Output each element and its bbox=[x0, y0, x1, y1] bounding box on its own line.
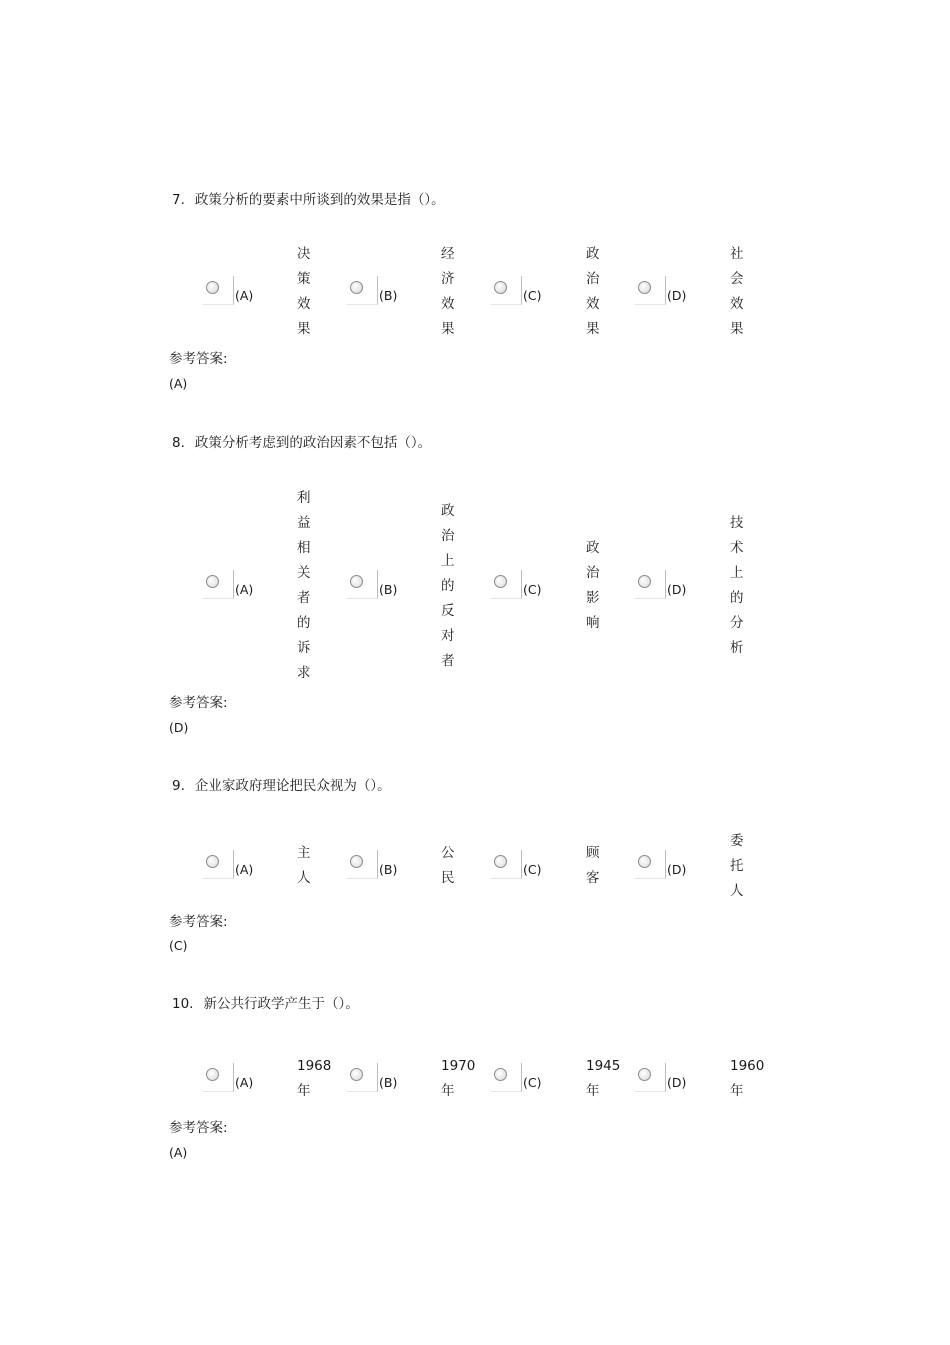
option-c-text bbox=[586, 242, 626, 342]
option-a-letter: (A) bbox=[235, 582, 254, 597]
option-text-line: 效 bbox=[297, 296, 311, 312]
option-text-line: 年 bbox=[297, 1083, 311, 1099]
option-text-line: 1945 bbox=[586, 1058, 621, 1074]
option-c-letter: (C) bbox=[523, 288, 542, 303]
option-c-letter: (C) bbox=[523, 1075, 542, 1090]
option-text-line: 益 bbox=[297, 515, 311, 531]
option-c-text bbox=[586, 536, 626, 636]
radio-circle-icon bbox=[350, 855, 363, 868]
option-text-line: 托 bbox=[730, 857, 744, 874]
option-text-line: 果 bbox=[586, 321, 600, 337]
option-text-line: 主 bbox=[297, 845, 311, 861]
question-number: 8. bbox=[172, 435, 185, 451]
question-number: 7. bbox=[172, 192, 185, 208]
option-text-line: 治 bbox=[441, 527, 455, 544]
option-text-line: 政 bbox=[441, 502, 455, 519]
option-b-text bbox=[441, 242, 481, 342]
option-d-letter: (D) bbox=[667, 1075, 687, 1090]
option-text-line: 反 bbox=[441, 602, 455, 619]
option-a-radio[interactable] bbox=[203, 1063, 233, 1091]
option-text-line: 相 bbox=[297, 540, 311, 556]
radio-circle-icon bbox=[638, 855, 651, 868]
answer-label: 参考答案: bbox=[169, 914, 228, 930]
answer-value: (A) bbox=[169, 1145, 188, 1160]
option-text-line: 上 bbox=[441, 552, 455, 569]
option-b-radio[interactable] bbox=[347, 850, 377, 878]
option-d-text bbox=[730, 1054, 770, 1104]
option-c-radio[interactable] bbox=[491, 276, 521, 304]
option-text-line: 影 bbox=[586, 590, 600, 606]
question-title bbox=[172, 774, 391, 794]
option-text-line: 民 bbox=[441, 870, 455, 886]
option-b-radio[interactable] bbox=[347, 1063, 377, 1091]
radio-circle-icon bbox=[206, 281, 219, 294]
option-b-letter: (B) bbox=[379, 862, 398, 877]
option-text-line: 客 bbox=[586, 870, 600, 886]
option-a-letter: (A) bbox=[235, 1075, 254, 1090]
question-text: 政策分析考虑到的政治因素不包括（）。 bbox=[194, 435, 432, 451]
option-a-radio[interactable] bbox=[203, 850, 233, 878]
option-text-line: 关 bbox=[297, 565, 311, 581]
option-text-line: 策 bbox=[297, 271, 311, 287]
option-a-letter: (A) bbox=[235, 288, 254, 303]
question-text: 企业家政府理论把民众视为（）。 bbox=[194, 778, 391, 794]
option-text-line: 政 bbox=[586, 540, 600, 556]
option-d-letter: (D) bbox=[667, 288, 687, 303]
question-title bbox=[172, 992, 359, 1012]
option-b-letter: (B) bbox=[379, 288, 398, 303]
radio-circle-icon bbox=[206, 575, 219, 588]
option-text-line: 济 bbox=[441, 271, 455, 287]
option-text-line: 经 bbox=[441, 246, 455, 262]
radio-circle-icon bbox=[638, 575, 651, 588]
question-text: 新公共行政学产生于（）。 bbox=[203, 996, 359, 1012]
option-b-text bbox=[441, 1054, 481, 1104]
option-text-line: 上 bbox=[730, 565, 744, 581]
option-text-line: 治 bbox=[586, 271, 600, 287]
option-c-radio[interactable] bbox=[491, 570, 521, 598]
option-c-letter: (C) bbox=[523, 862, 542, 877]
option-text-line: 人 bbox=[297, 870, 311, 886]
option-text-line: 社 bbox=[730, 246, 744, 262]
option-text-line: 果 bbox=[730, 321, 744, 337]
radio-circle-icon bbox=[350, 575, 363, 588]
question-text: 政策分析的要素中所谈到的效果是指（）。 bbox=[194, 192, 445, 208]
option-text-line: 者 bbox=[297, 590, 311, 606]
option-text-line: 利 bbox=[297, 490, 311, 506]
option-b-radio[interactable] bbox=[347, 276, 377, 304]
option-b-letter: (B) bbox=[379, 1075, 398, 1090]
radio-circle-icon bbox=[638, 1068, 651, 1081]
option-a-radio[interactable] bbox=[203, 276, 233, 304]
option-c-radio[interactable] bbox=[491, 1063, 521, 1091]
option-d-radio[interactable] bbox=[635, 276, 665, 304]
option-text-line: 求 bbox=[297, 665, 311, 681]
option-text-line: 效 bbox=[586, 296, 600, 312]
option-d-letter: (D) bbox=[667, 582, 687, 597]
option-text-line: 年 bbox=[586, 1083, 600, 1099]
option-text-line: 诉 bbox=[297, 640, 311, 656]
option-text-line: 顾 bbox=[586, 845, 600, 861]
option-d-radio[interactable] bbox=[635, 850, 665, 878]
radio-circle-icon bbox=[350, 281, 363, 294]
option-a-text bbox=[297, 1054, 337, 1104]
option-text-line: 效 bbox=[441, 296, 455, 312]
question-number: 9. bbox=[172, 778, 185, 794]
radio-circle-icon bbox=[494, 281, 507, 294]
option-text-line: 年 bbox=[441, 1083, 455, 1099]
option-text-line: 年 bbox=[730, 1083, 744, 1099]
option-b-radio[interactable] bbox=[347, 570, 377, 598]
option-a-letter: (A) bbox=[235, 862, 254, 877]
option-d-radio[interactable] bbox=[635, 570, 665, 598]
option-text-line: 效 bbox=[730, 296, 744, 312]
option-text-line: 分 bbox=[730, 615, 744, 631]
radio-circle-icon bbox=[206, 855, 219, 868]
answer-value: (D) bbox=[169, 720, 189, 735]
option-text-line: 政 bbox=[586, 246, 600, 262]
question-number: 10. bbox=[172, 996, 194, 1012]
option-text-line: 果 bbox=[441, 321, 455, 337]
option-text-line: 1968 bbox=[297, 1058, 332, 1074]
radio-circle-icon bbox=[494, 575, 507, 588]
option-a-text bbox=[297, 242, 337, 342]
answer-value: (A) bbox=[169, 376, 188, 391]
option-text-line: 对 bbox=[441, 627, 455, 644]
radio-circle-icon bbox=[350, 1068, 363, 1081]
option-d-text bbox=[730, 511, 770, 661]
radio-circle-icon bbox=[638, 281, 651, 294]
option-d-letter: (D) bbox=[667, 862, 687, 877]
radio-circle-icon bbox=[494, 1068, 507, 1081]
option-text-line: 响 bbox=[586, 615, 600, 631]
option-d-text bbox=[730, 829, 770, 904]
question-title bbox=[172, 431, 431, 451]
radio-circle-icon bbox=[494, 855, 507, 868]
option-c-text bbox=[586, 841, 626, 891]
option-text-line: 治 bbox=[586, 565, 600, 581]
option-text-line: 公 bbox=[441, 845, 455, 861]
option-text-line: 果 bbox=[297, 321, 311, 337]
option-b-text bbox=[441, 499, 481, 674]
question-title bbox=[172, 188, 445, 208]
option-text-line: 的 bbox=[730, 590, 744, 606]
option-text-line: 1970 bbox=[441, 1058, 476, 1074]
option-a-text bbox=[297, 841, 337, 891]
option-a-radio[interactable] bbox=[203, 570, 233, 598]
option-c-text bbox=[586, 1054, 626, 1104]
option-c-letter: (C) bbox=[523, 582, 542, 597]
answer-label: 参考答案: bbox=[169, 695, 228, 711]
option-text-line: 1960 bbox=[730, 1058, 765, 1074]
option-text-line: 者 bbox=[441, 652, 455, 669]
option-text-line: 会 bbox=[730, 271, 744, 287]
option-text-line: 决 bbox=[297, 246, 311, 262]
option-d-text bbox=[730, 242, 770, 342]
answer-label: 参考答案: bbox=[169, 351, 228, 367]
answer-label: 参考答案: bbox=[169, 1120, 228, 1136]
radio-circle-icon bbox=[206, 1068, 219, 1081]
option-b-text bbox=[441, 841, 481, 891]
option-text-line: 人 bbox=[730, 882, 744, 899]
option-b-letter: (B) bbox=[379, 582, 398, 597]
answer-value: (C) bbox=[169, 938, 188, 953]
option-text-line: 的 bbox=[441, 577, 455, 594]
option-text-line: 析 bbox=[730, 640, 744, 656]
option-text-line: 技 bbox=[730, 515, 744, 531]
option-text-line: 术 bbox=[730, 540, 744, 556]
option-text-line: 委 bbox=[730, 832, 744, 849]
option-c-radio[interactable] bbox=[491, 850, 521, 878]
option-d-radio[interactable] bbox=[635, 1063, 665, 1091]
option-text-line: 的 bbox=[297, 615, 311, 631]
option-a-text bbox=[297, 486, 337, 686]
